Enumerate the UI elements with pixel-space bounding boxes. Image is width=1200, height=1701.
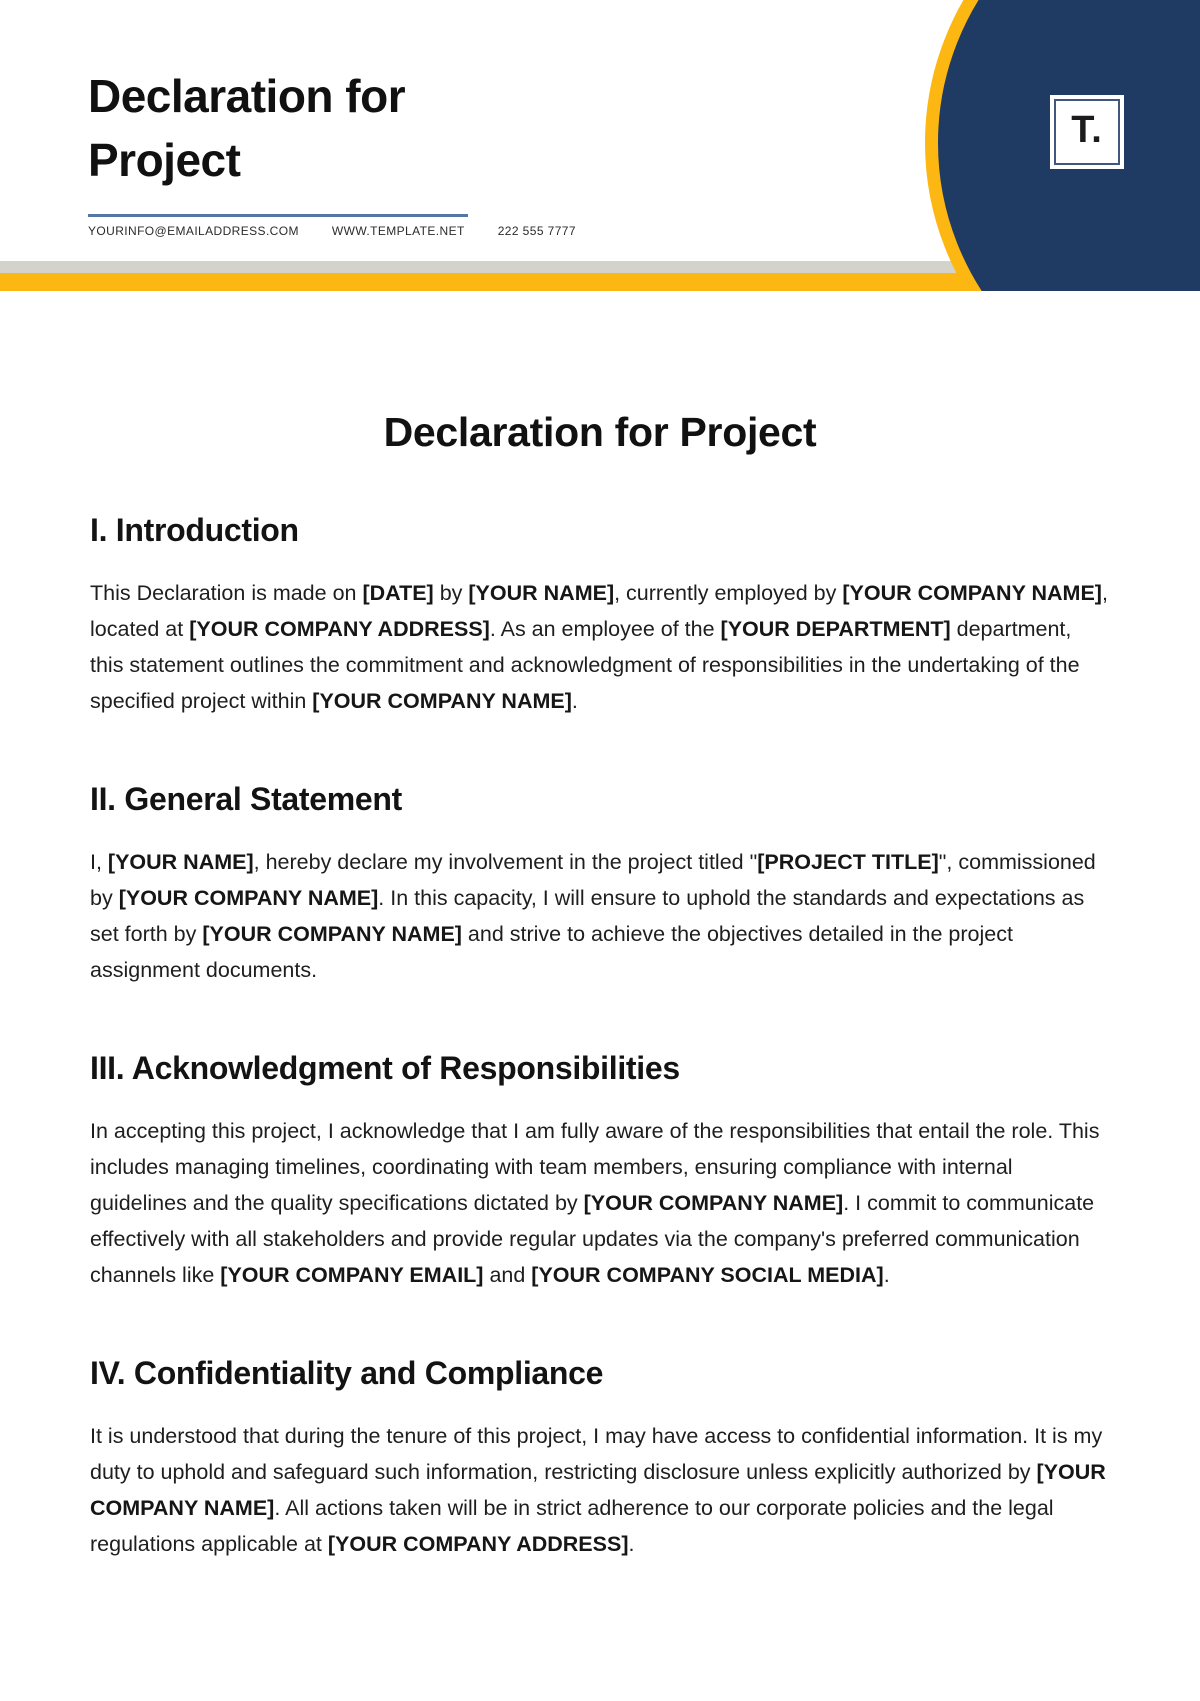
section-heading: III. Acknowledgment of Responsibilities xyxy=(90,1050,680,1086)
brand-underline xyxy=(88,214,468,217)
section-heading: I. Introduction xyxy=(90,512,299,548)
section-2 xyxy=(90,781,1110,988)
letterhead-header xyxy=(0,0,1200,291)
section-paragraph: This Declaration is made on [DATE] by [YOUR NAME], currently employed by [YOUR COMPANY NAME], located at [YOUR COMPANY ADDRESS]. As an employee of the [YOUR DEPARTMENT] department, this statement outlines the commitment and acknowledgment of responsibilities in the undertaking of the specified project within [YOUR COMPANY NAME]. xyxy=(90,581,1108,713)
placeholder-token: [YOUR COMPANY NAME] xyxy=(842,581,1102,605)
section-paragraph: I, [YOUR NAME], hereby declare my involvement in the project titled "[PROJECT TITLE]", commissioned by [YOUR COMPANY NAME]. In this capacity, I will ensure to uphold the standards and expectations as set forth by [YOUR COMPANY NAME] and strive to achieve the objectives detailed in the project assignment documents. xyxy=(90,850,1096,982)
placeholder-token: [YOUR COMPANY ADDRESS] xyxy=(327,1532,629,1556)
document-title: Declaration for Project xyxy=(383,409,817,455)
placeholder-token: [YOUR NAME] xyxy=(468,581,615,605)
logo-t-icon: T. xyxy=(1071,109,1103,151)
document-body xyxy=(0,409,1200,1562)
section-paragraph: In accepting this project, I acknowledge that I am fully aware of the responsibilities that entail the role. This includes managing timelines, coordinating with team members, ensuring compliance with internal guidelines and the quality specifications dictated by [YOUR COMPANY NAME]. I commit to communicate effectively with all stakeholders and provide regular updates via the company's preferred communication channels like [YOUR COMPANY EMAIL] and [YOUR COMPANY SOCIAL MEDIA]. xyxy=(90,1119,1100,1287)
placeholder-token: [PROJECT TITLE] xyxy=(757,850,939,874)
section-heading: II. General Statement xyxy=(90,781,403,817)
contact-website: WWW.TEMPLATE.NET xyxy=(331,224,465,238)
placeholder-token: [YOUR COMPANY NAME] xyxy=(90,1460,1106,1520)
placeholder-token: [YOUR COMPANY NAME] xyxy=(118,886,379,910)
placeholder-token: [YOUR COMPANY SOCIAL MEDIA] xyxy=(531,1263,884,1287)
placeholder-token: [YOUR DEPARTMENT] xyxy=(720,617,951,641)
brand-title-line2: Project xyxy=(88,134,241,186)
brand-title-line1: Declaration for xyxy=(88,70,406,122)
section-paragraph: It is understood that during the tenure of this project, I may have access to confidential information. It is my duty to uphold and safeguard such information, restricting disclosure unless explicitly authorized by [YOUR COMPANY NAME]. All actions taken will be in strict adherence to our corporate policies and the legal regulations applicable at [YOUR COMPANY ADDRESS]. xyxy=(90,1424,1106,1556)
placeholder-token: [YOUR COMPANY NAME] xyxy=(202,922,462,946)
placeholder-token: [YOUR COMPANY NAME] xyxy=(583,1191,844,1215)
contact-phone: 222 555 7777 xyxy=(497,224,576,238)
placeholder-token: [YOUR COMPANY NAME] xyxy=(312,689,572,713)
section-heading: IV. Confidentiality and Compliance xyxy=(90,1355,604,1391)
section-1 xyxy=(90,512,1110,719)
company-logo xyxy=(1050,95,1124,169)
placeholder-token: [DATE] xyxy=(362,581,434,605)
placeholder-token: [YOUR COMPANY EMAIL] xyxy=(220,1263,484,1287)
section-4 xyxy=(90,1355,1110,1562)
contact-email: YOURINFO@EMAILADDRESS.COM xyxy=(88,224,299,238)
placeholder-token: [YOUR COMPANY ADDRESS] xyxy=(189,617,490,641)
contact-row xyxy=(88,224,576,238)
placeholder-token: [YOUR NAME] xyxy=(107,850,254,874)
company-logo-frame xyxy=(1054,99,1120,165)
brand-title xyxy=(88,64,405,192)
section-3 xyxy=(90,1050,1110,1293)
sections-container xyxy=(90,512,1110,1562)
